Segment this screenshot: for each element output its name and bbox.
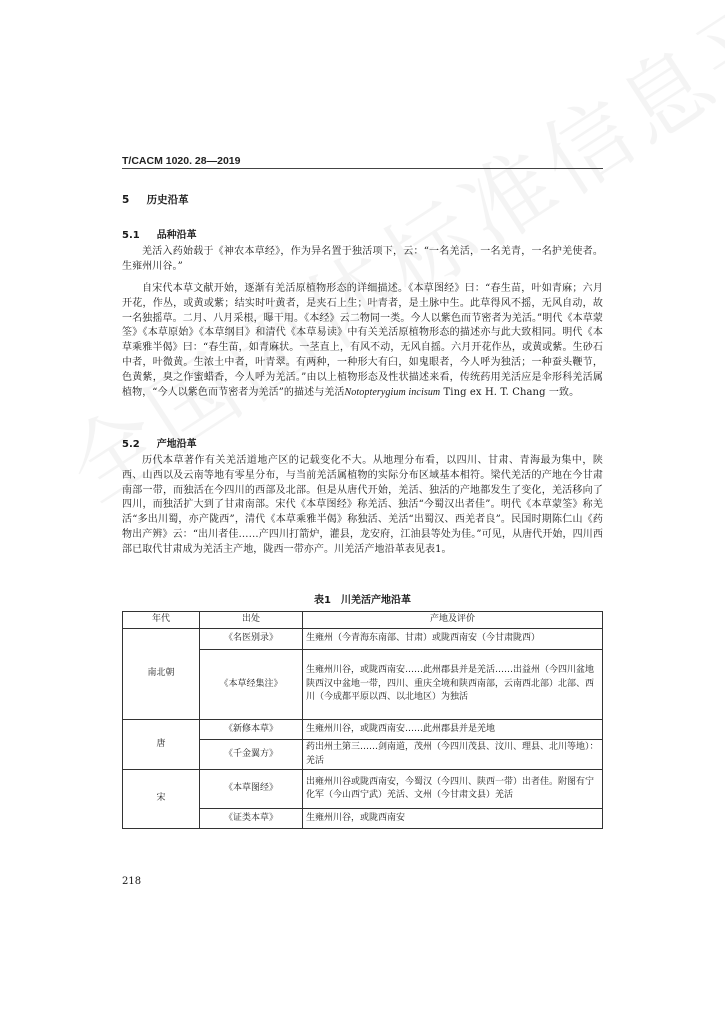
description-cell: 药出州土第三……剑南道，茂州（今四川茂县、汶川、理县、北川等地）：羌活 bbox=[303, 740, 603, 770]
source-cell: 《千金翼方》 bbox=[200, 740, 303, 770]
paragraph bbox=[122, 282, 603, 400]
origin-history-table bbox=[122, 611, 603, 829]
table-row bbox=[123, 770, 603, 809]
page-number: 218 bbox=[122, 876, 142, 887]
table-header-row bbox=[123, 612, 603, 629]
subsection-title: 品种沿革 bbox=[156, 230, 197, 241]
subsection-heading-origin bbox=[122, 435, 197, 450]
paragraph-text: 自宋代本草文献开始，逐渐有羌活原植物形态的详细描述。《本草图经》曰：“春生苗，叶如青麻；六月开花，作丛，或黄或紫；结实时叶黄者，是夹石上生；叶青者，是土脉中生。此草得风不摇，无风自动，故一名独摇草。二月、八月采根，曝干用。《本经》云二物同一类。今人以紫色而节密者为羌活。”明代《本草蒙筌》《本草原始》《本草纲目》和清代《本草易读》中有关羌活原植物形态的描述亦与此大致相同。明代《本草乘雅半偈》曰：“春生苗，如青麻状。一茎直上，有风不动，无风自摇。六月开花作丛，或黄或紫。生砂石中者，叶微黄。生浓土中者，叶青翠。有两种，一种形大有臼，如鬼眼者，今人呼为独活；一种蚕头鞭节，色黄紫，臭之作蜜蜡香，今人呼为羌活。”由以上植物形态及性状描述来看，传统药用羌活应是伞形科羌活属植物，“今人以紫色而节密者为羌活”的描述与羌活 bbox=[122, 283, 603, 398]
description-cell: 生雍州川谷，或陇西南安……此州郡县并是羌活……出益州（今四川盆地陕西汉中盆地一带，四川、重庆全境和陕西南部，云南西北部）北部、西川（今成都平原以西、以北地区）为独活 bbox=[303, 650, 603, 720]
description-cell: 出雍州川谷或陇西南安，今蜀汉（今四川、陕西一带）出者佳。附图有宁化军（今山西宁武）羌活、文州（今甘肃文县）羌活 bbox=[303, 770, 603, 809]
source-cell: 《证类本草》 bbox=[200, 809, 303, 829]
document-id: T/CACM 1020. 28—2019 bbox=[122, 155, 241, 167]
era-cell: 唐 bbox=[123, 720, 200, 770]
table-row bbox=[123, 629, 603, 650]
description-cell: 生雍州川谷，或陇西南安 bbox=[303, 809, 603, 829]
section-title: 历史沿革 bbox=[146, 194, 189, 206]
table-row bbox=[123, 720, 603, 740]
paragraph: 历代本草著作有关羌活道地产区的记载变化不大。从地理分布看，以四川、甘肃、青海最为集中，陕西、山西以及云南等地有零星分布，与当前羌活属植物的实际分布区域基本相符。梁代羌活的产地在今甘肃南部一带，而独活在今四川的西部及北部。但是从唐代开始，羌活、独活的产地都发生了变化，羌活移向了四川，而独活扩大到了甘肃南部。宋代《本草图经》称羌活、独活“今蜀汉出者佳”。明代《本草蒙筌》称羌活“多出川蜀，亦产陇西”，清代《本草乘雅半偈》称独活、羌活“出蜀汉、西羌者良”。民国时期陈仁山《药物出产辨》云：“出川者佳……产四川打箭炉，灌县，龙安府，江油县等处为佳。”可见，从唐代开始，四川西部已取代甘肃成为羌活主产地，陇西一带亦产。川羌活产地沿革表见表1。 bbox=[122, 455, 603, 555]
source-cell: 《本草经集注》 bbox=[200, 650, 303, 720]
header-rule bbox=[122, 168, 603, 169]
source-cell: 《新修本草》 bbox=[200, 720, 303, 740]
table-caption: 表1 川羌活产地沿革 bbox=[314, 595, 411, 606]
section-number: 5 bbox=[122, 194, 130, 206]
subsection-title: 产地沿革 bbox=[156, 439, 197, 450]
description-cell: 生雍州（今青海东南部、甘肃）或陇西南安（今甘肃陇西） bbox=[303, 629, 603, 650]
subsection-number: 5.2 bbox=[122, 439, 140, 450]
paragraph: 羌活入药始载于《神农本草经》，作为异名置于独活项下，云：“一名羌活，一名羌青，一名护羌使者。生雍州川谷。” bbox=[122, 246, 603, 272]
source-cell: 《本草图经》 bbox=[200, 770, 303, 809]
era-cell: 南北朝 bbox=[123, 629, 200, 720]
section-heading bbox=[122, 192, 189, 207]
paragraph-text: Ting ex H. T. Chang 一致。 bbox=[440, 386, 580, 398]
column-header: 产地及评价 bbox=[303, 612, 603, 629]
subsection-heading-variety bbox=[122, 226, 197, 241]
era-cell: 宋 bbox=[123, 770, 200, 829]
column-header: 出处 bbox=[200, 612, 303, 629]
column-header: 年代 bbox=[123, 612, 200, 629]
description-cell: 生雍州川谷，或陇西南安……此州郡县并是羌地 bbox=[303, 720, 603, 740]
subsection-number: 5.1 bbox=[122, 230, 140, 241]
latin-name: Notopterygium incisum bbox=[344, 386, 441, 398]
source-cell: 《名医别录》 bbox=[200, 629, 303, 650]
